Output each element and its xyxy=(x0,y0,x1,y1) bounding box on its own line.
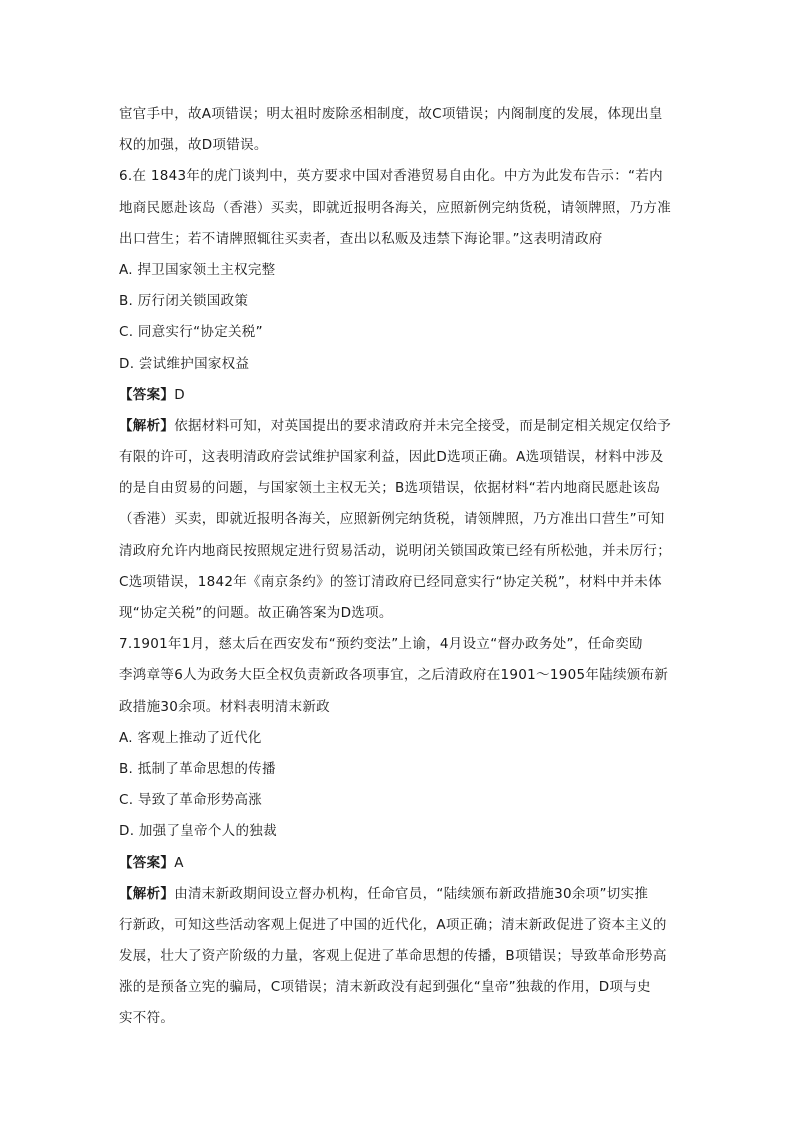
answer-value: D xyxy=(174,386,185,403)
analysis-label: 【解析】 xyxy=(119,417,175,434)
answer-label: 【答案】 xyxy=(119,386,175,403)
answer-label: 【答案】 xyxy=(119,854,175,871)
analysis-line: 发展，壮大了资产阶级的力量，客观上促进了革命思想的传播，B项错误；导致革命形势高 xyxy=(119,948,667,965)
analysis-line: 清政府允许内地商民按照规定进行贸易活动，说明闭关锁国政策已经有所松弛，并未厉行； xyxy=(119,542,671,559)
option-c: C. 同意实行“协定关税” xyxy=(119,324,263,341)
analysis-line xyxy=(119,879,679,910)
question-stem-line: 出口营生；若不请牌照辄往买卖者，查出以私贩及违禁下海论罪。”这表明清政府 xyxy=(119,230,603,247)
analysis-text: 依据材料可知，对英国提出的要求清政府并未完全接受，而是制定相关规定仅给予 xyxy=(174,417,672,434)
question-stem-line: 李鸿章等6人为政务大臣全权负责新政各项事宜，之后清政府在1901～1905年陆续颁布新 xyxy=(119,667,669,684)
analysis-line: （香港）买卖，即就近报明各海关，应照新例完纳货税，请领牌照，乃方准出口营生”可知 xyxy=(119,511,665,528)
prev-explanation xyxy=(119,99,679,161)
text-line: 宦官手中，故A项错误；明太祖时废除丞相制度，故C项错误；内阁制度的发展，体现出皇 xyxy=(119,106,663,122)
analysis-line xyxy=(119,411,679,442)
option-a: A. 客观上推动了近代化 xyxy=(119,729,262,746)
answer-line xyxy=(119,848,679,879)
analysis-line: 行新政，可知这些活动客观上促进了中国的近代化，A项正确；清末新政促进了资本主义的 xyxy=(119,916,667,933)
analysis-text: 由清末新政期间设立督办机构，任命官员，“陆续颁布新政措施30余项”切实推 xyxy=(174,885,649,902)
question-7 xyxy=(119,629,679,1034)
analysis-line: 现“协定关税”的问题。故正确答案为D选项。 xyxy=(119,605,393,621)
analysis-line: 涨的是预备立宪的骗局，C项错误；清末新政没有起到强化“皇帝”独裁的作用，D项与史 xyxy=(119,979,651,996)
analysis-line: 有限的许可，这表明清政府尝试维护国家利益，因此D选项正确。A选项错误，材料中涉及 xyxy=(119,449,664,466)
analysis-line: 的是自由贸易的问题，与国家领土主权无关；B选项错误，依据材料“若内地商民愿赴该岛 xyxy=(119,480,661,497)
question-stem-line: 政措施30余项。材料表明清末新政 xyxy=(119,698,330,715)
answer-value: A xyxy=(174,854,184,871)
option-c: C. 导致了革命形势高涨 xyxy=(119,792,263,809)
option-b: B. 厉行闭关锁国政策 xyxy=(119,293,249,310)
text-line: 权的加强，故D项错误。 xyxy=(119,137,268,154)
option-b: B. 抵制了革命思想的传播 xyxy=(119,760,276,777)
document-page xyxy=(119,99,679,1035)
option-a: A. 捍卫国家领土主权完整 xyxy=(119,261,276,278)
option-d: D. 尝试维护国家权益 xyxy=(119,355,250,372)
question-6 xyxy=(119,161,679,629)
analysis-label: 【解析】 xyxy=(119,885,175,902)
analysis-line: C选项错误，1842年《南京条约》的签订清政府已经同意实行“协定关税”，材料中并未体 xyxy=(119,573,662,590)
question-stem-line: 6.在 1843年的虎门谈判中，英方要求中国对香港贸易自由化。中方为此发布告示：“若内 xyxy=(119,168,663,185)
option-d: D. 加强了皇帝个人的独裁 xyxy=(119,823,277,840)
question-stem-line: 7.1901年1月，慈太后在西安发布“预约变法”上谕，4月设立“督办政务处”，任命奕劻 xyxy=(119,636,643,653)
answer-line xyxy=(119,380,679,411)
question-stem-line: 地商民愿赴该岛（香港）买卖，即就近报明各海关，应照新例完纳货税，请领牌照，乃方准 xyxy=(119,199,671,216)
analysis-line: 实不符。 xyxy=(119,1010,175,1027)
